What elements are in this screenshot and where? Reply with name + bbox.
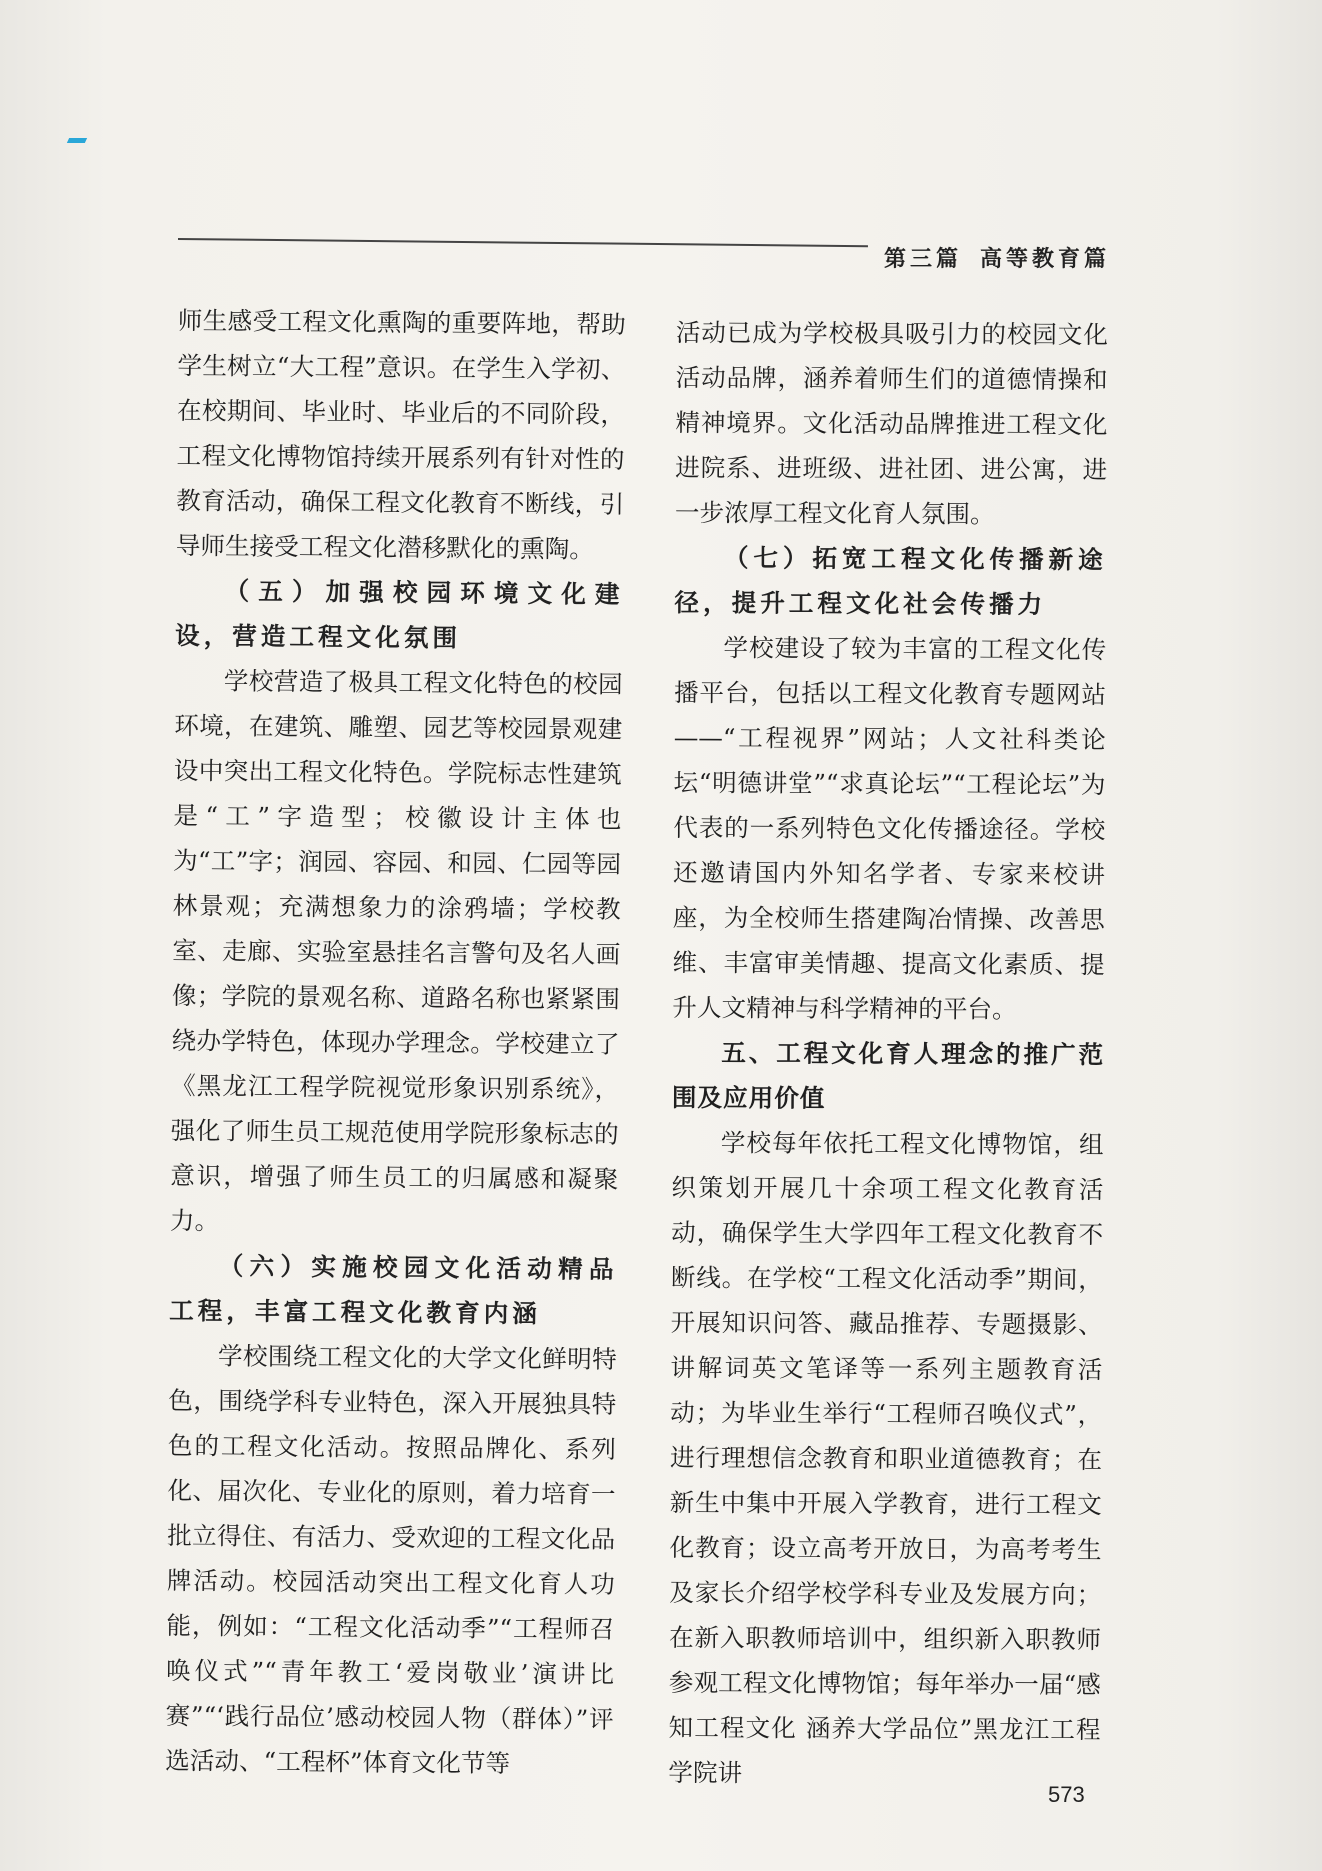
left-column xyxy=(165,298,626,1787)
header-rule xyxy=(178,238,868,247)
running-head xyxy=(884,242,1110,273)
corner-color-mark xyxy=(67,138,87,143)
paragraph: 师生感受工程文化熏陶的重要阵地，帮助学生树立“大工程”意识。在学生入学初、在校期间、毕业时、毕业后的不同阶段，工程文化博物馆持续开展系列有针对性的教育活动，确保工程文化教育不断线，引导师生接受工程文化潜移默化的熏陶。 xyxy=(175,305,626,564)
paragraph: 学校围绕工程文化的大学文化鲜明特色，围绕学科专业特色，深入开展独具特色的工程文化活动。按照品牌化、系列化、届次化、专业化的原则，着力培育一批立得住、有活力、受欢迎的工程文化品牌活动。校园活动突出工程文化育人功能，例如：“工程文化活动季”“工程师召唤仪式”“青年教工‘爱岗敬业’演讲比赛”“‘践行品位’感动校园人物（群体）”评选活动、“工程杯”体育文化节等 xyxy=(165,1341,617,1778)
subsection-heading-6: （六）实施校园文化活动精品工程，丰富工程文化教育内涵 xyxy=(169,1251,618,1329)
paragraph: 活动已成为学校极具吸引力的校园文化活动品牌，涵养着师生们的道德情操和精神境界。文化活动品牌推进工程文化进院系、进班级、进社团、进公寓，进一步浓厚工程文化育人氛围。 xyxy=(674,317,1108,529)
paragraph: 学校每年依托工程文化博物馆，组织策划开展几十余项工程文化教育活动，确保学生大学四年工程文化教育不断线。在学校“工程文化活动季”期间，开展知识问答、藏品推荐、专题摄影、讲解词英文笔译等一系列主题教育活动；为毕业生举行“工程师召唤仪式”，进行理想信念教育和职业道德教育；在新生中集中开展入学教育，进行工程文化教育；设立高考开放日，为高考考生及家长介绍学校学科专业及发展方向；在新入职教师培训中，组织新入职教师参观工程文化博物馆；每年举办一届“感知工程文化 涵养大学品位”黑龙江工程学院讲 xyxy=(668,1128,1104,1788)
subsection-heading-5: （五）加强校园环境文化建设，营造工程文化氛围 xyxy=(174,576,624,653)
page-number: 573 xyxy=(1048,1782,1085,1807)
right-column xyxy=(668,310,1108,1797)
paragraph: 学校建设了较为丰富的工程文化传播平台，包括以工程文化教育专题网站——“工程视界”网站；人文社科类论坛“明德讲堂”“求真论坛”“工程论坛”为代表的一系列特色文化传播途径。学校还邀请国内外知名学者、专家来校讲座，为全校师生搭建陶冶情操、改善思维、丰富审美情趣、提高文化素质、提升人文精神与科学精神的平台。 xyxy=(672,633,1107,1024)
running-head-title: 高等教育篇 xyxy=(979,246,1110,272)
section-heading-5: 五、工程文化育人理念的推广范围及应用价值 xyxy=(671,1038,1105,1113)
running-head-part: 第三篇 xyxy=(883,246,962,272)
subsection-heading-7: （七）拓宽工程文化传播新途径，提升工程文化社会传播力 xyxy=(674,543,1107,619)
paragraph: 学校营造了极具工程文化特色的校园环境，在建筑、雕塑、园艺等校园景观建设中突出工程文化特色。学院标志性建筑是“工”字造型；校徽设计主体也为“工”字；润园、容园、和园、仁园等园林景观；充满想象力的涂鸦墙；学校教室、走廊、实验室悬挂名言警句及名人画像；学院的景观名称、道路名称也紧紧围绕办学特色，体现办学理念。学校建立了《黑龙江工程学院视觉形象识别系统》，强化了师生员工规范使用学院形象标志的意识，增强了师生员工的归属感和凝聚力。 xyxy=(169,666,623,1236)
